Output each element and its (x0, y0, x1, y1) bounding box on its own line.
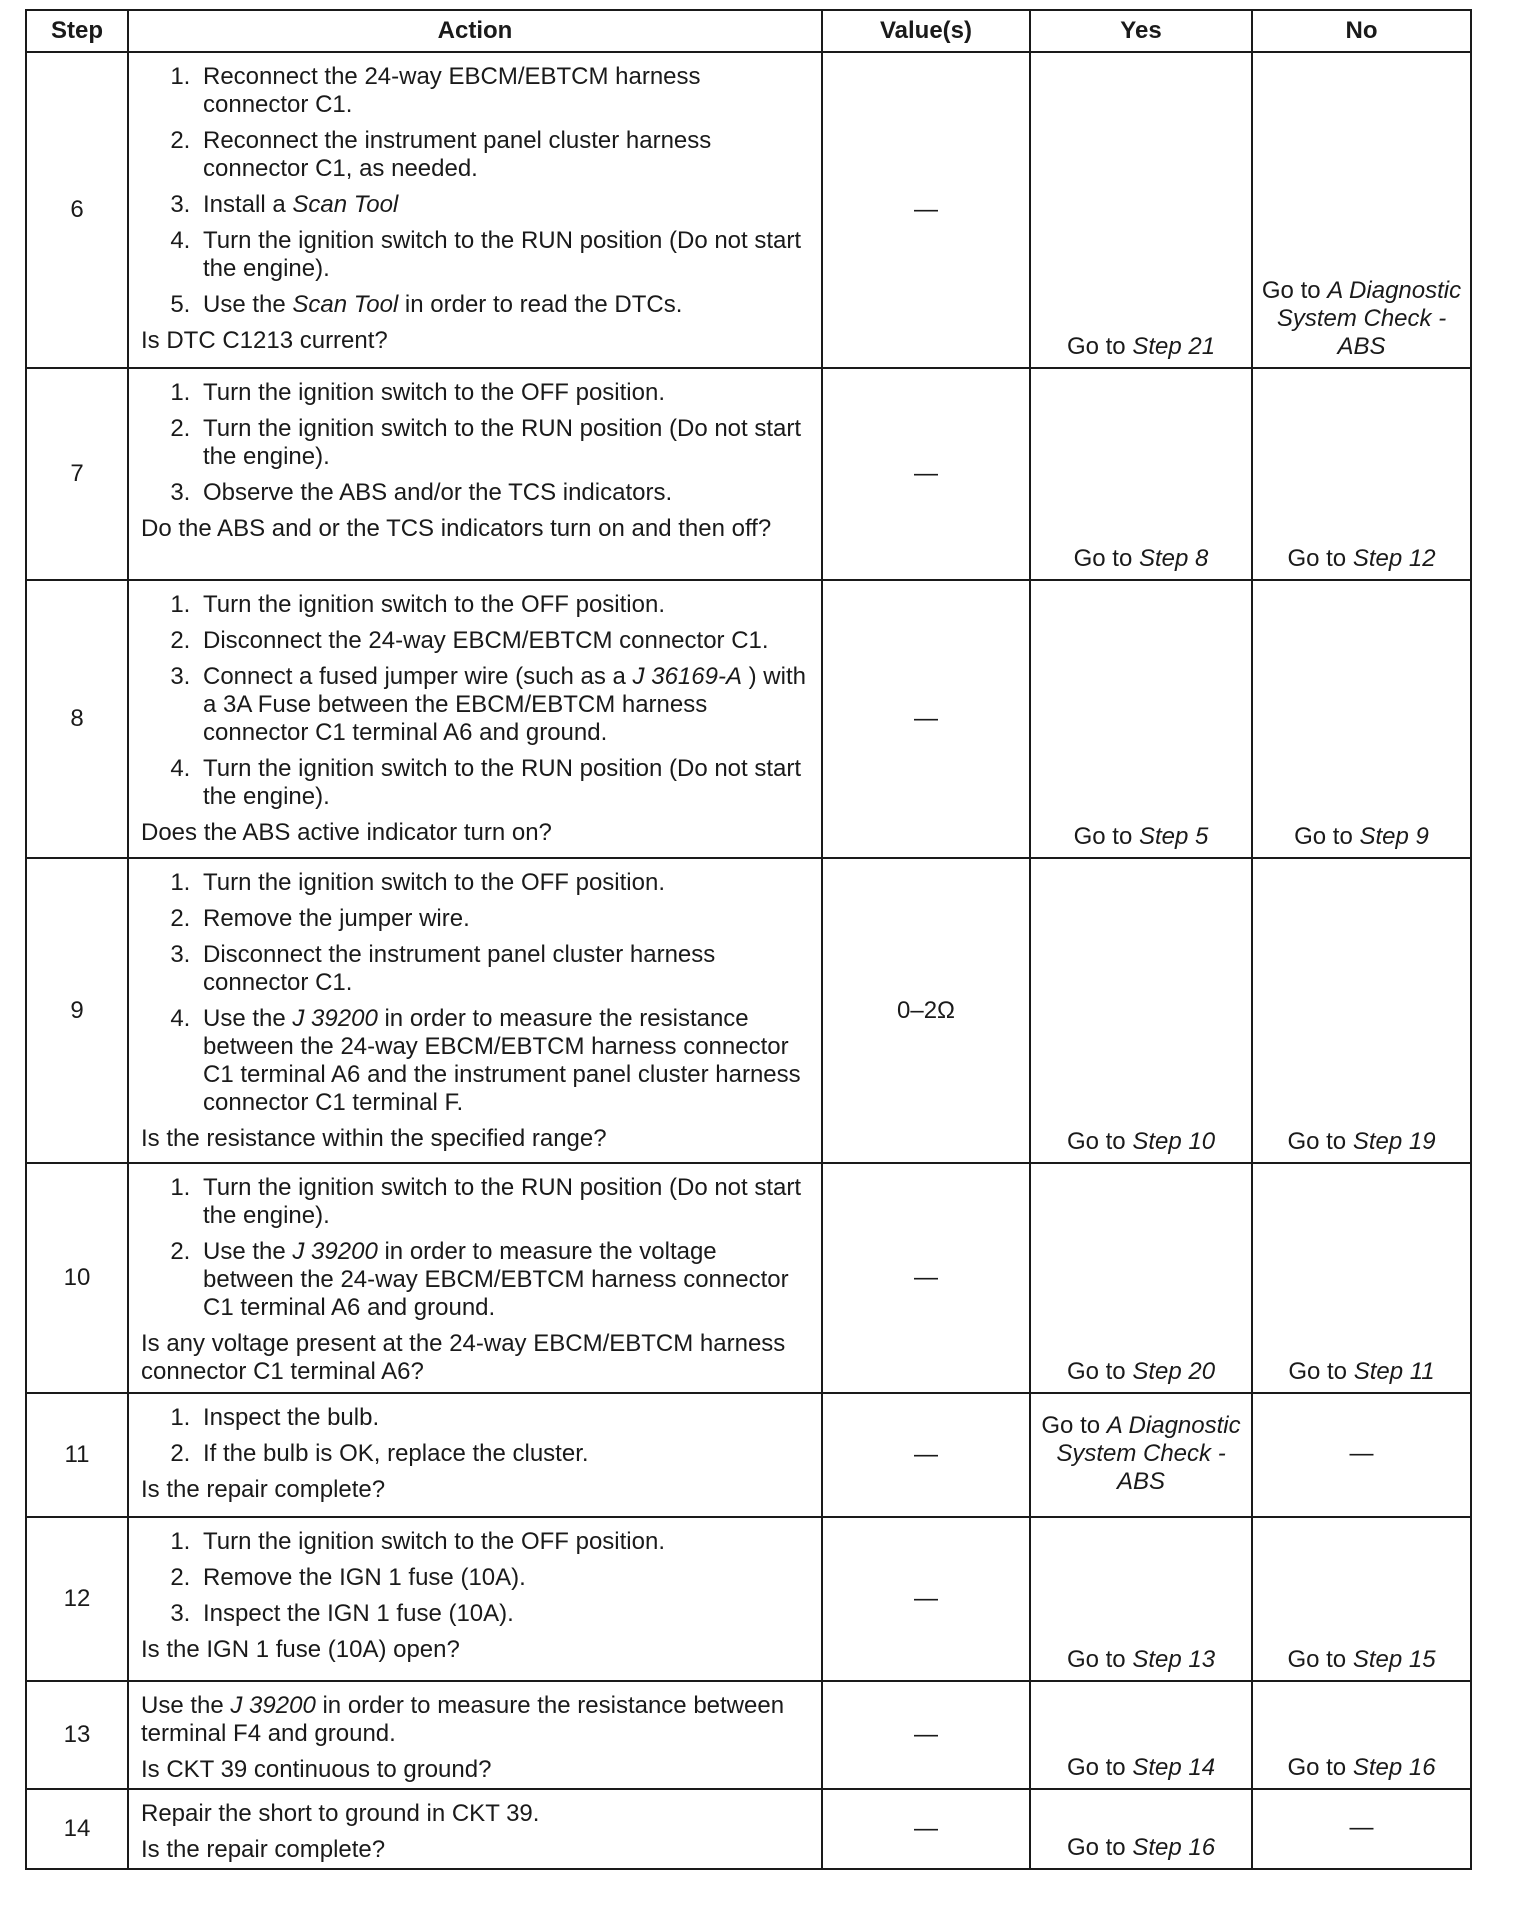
action-step (197, 479, 811, 507)
no-result-text: — (1349, 1814, 1374, 1841)
action-step-text: Use the (203, 1005, 293, 1032)
table-row (26, 858, 1471, 1163)
action-step (197, 1600, 811, 1628)
action-step-text-after: in order to measure the resistance between the 24-way EBCM/EBTCM harness connector C1 terminal A6 and the instrument panel cluster harness connector C1 terminal F. (203, 1005, 801, 1116)
action-step-text: Turn the ignition switch to the RUN position (Do not start the engine). (203, 1174, 802, 1229)
no-cell (1252, 1393, 1471, 1517)
no-cell (1252, 1681, 1471, 1789)
step-number: 13 (26, 1681, 128, 1789)
table-row (26, 1393, 1471, 1517)
value-cell: 0–2Ω (822, 858, 1030, 1163)
table-body (26, 52, 1471, 1869)
action-question: Is the repair complete? (141, 1476, 386, 1503)
action-step (197, 191, 811, 219)
action-step-emphasis: J 39200 (292, 1005, 378, 1032)
action-cell (128, 858, 822, 1163)
value-cell: — (822, 368, 1030, 580)
action-cell (128, 1681, 822, 1789)
no-cell (1252, 858, 1471, 1163)
action-step-text: If the bulb is OK, replace the cluster. (203, 1440, 589, 1467)
action-step-text: Turn the ignition switch to the OFF position. (203, 1528, 665, 1555)
action-question: Do the ABS and or the TCS indicators turn on and then off? (141, 515, 772, 542)
action-step (197, 591, 811, 619)
yes-result-emphasis: A Diagnostic System Check - ABS (1056, 1412, 1241, 1495)
value-cell: — (822, 1681, 1030, 1789)
yes-cell (1030, 1789, 1252, 1869)
action-step (197, 379, 811, 407)
yes-result-emphasis: Step 5 (1138, 823, 1209, 850)
yes-result-emphasis: Step 16 (1132, 1834, 1216, 1861)
action-step-emphasis: Scan Tool (292, 191, 399, 218)
action-step-text: Use the (203, 291, 293, 318)
action-instruction (141, 1692, 811, 1748)
step-number: 9 (26, 858, 128, 1163)
action-step-text: Turn the ignition switch to the RUN position (Do not start the engine). (203, 227, 802, 282)
yes-result-text: Go to (1073, 823, 1139, 850)
yes-cell (1030, 368, 1252, 580)
yes-cell (1030, 858, 1252, 1163)
yes-result-emphasis: Step 10 (1132, 1128, 1216, 1155)
yes-result-text: Go to (1066, 333, 1133, 360)
no-result-text: Go to (1287, 1646, 1353, 1673)
no-result-text: Go to (1294, 823, 1360, 850)
action-step-text-after: in order to measure the voltage between the 24-way EBCM/EBTCM harness connector C1 terminal A6 and ground. (203, 1238, 789, 1321)
action-step-text: Reconnect the instrument panel cluster harness connector C1, as needed. (203, 127, 712, 182)
action-step-text: Turn the ignition switch to the RUN position (Do not start the engine). (203, 755, 802, 810)
step-number: 12 (26, 1517, 128, 1681)
no-result-emphasis: Step 11 (1353, 1358, 1435, 1385)
table-row (26, 1789, 1471, 1869)
no-result-emphasis: Step 15 (1352, 1646, 1436, 1673)
yes-result-text: Go to (1066, 1358, 1133, 1385)
no-result-text: — (1349, 1440, 1374, 1467)
table-row (26, 1163, 1471, 1393)
yes-result-text: Go to (1066, 1754, 1133, 1781)
action-step-emphasis: J 36169-A (632, 663, 742, 690)
value-cell: — (822, 580, 1030, 858)
action-step (197, 1005, 811, 1117)
action-step (197, 127, 811, 183)
action-steps-list (141, 591, 811, 811)
step-number: 11 (26, 1393, 128, 1517)
action-instruction-text-after: in order to measure the resistance between terminal F4 and ground. (141, 1692, 785, 1747)
no-result-emphasis: Step 16 (1352, 1754, 1436, 1781)
action-cell (128, 1789, 822, 1869)
header-no: No (1252, 10, 1471, 52)
yes-cell (1030, 1163, 1252, 1393)
header-yes: Yes (1030, 10, 1252, 52)
yes-cell (1030, 1681, 1252, 1789)
action-instruction-emphasis: J 39200 (230, 1692, 316, 1719)
action-question: Does the ABS active indicator turn on? (141, 819, 552, 846)
action-question: Is DTC C1213 current? (141, 327, 388, 354)
action-step-text: Install a (203, 191, 293, 218)
table-row (26, 1517, 1471, 1681)
value-cell: — (822, 1163, 1030, 1393)
action-question: Is the repair complete? (141, 1836, 386, 1863)
action-step (197, 905, 811, 933)
yes-cell (1030, 1517, 1252, 1681)
step-number: 6 (26, 52, 128, 368)
action-instruction-text: Repair the short to ground in CKT 39. (141, 1800, 540, 1827)
action-cell (128, 368, 822, 580)
yes-cell (1030, 52, 1252, 368)
action-question: Is the resistance within the specified range? (141, 1125, 607, 1152)
action-step-text-after: in order to read the DTCs. (398, 291, 683, 318)
action-step-emphasis: J 39200 (292, 1238, 378, 1265)
action-step (197, 1404, 811, 1432)
action-cell (128, 1517, 822, 1681)
action-step (197, 941, 811, 997)
action-steps-list (141, 1174, 811, 1322)
yes-cell (1030, 1393, 1252, 1517)
action-step (197, 1440, 811, 1468)
table-row (26, 1681, 1471, 1789)
action-step-text: Connect a fused jumper wire (such as a (203, 663, 633, 690)
yes-result-emphasis: Step 13 (1132, 1646, 1216, 1673)
action-step-text: Reconnect the 24-way EBCM/EBTCM harness connector C1. (203, 63, 701, 118)
action-step-text: Remove the IGN 1 fuse (10A). (203, 1564, 526, 1591)
yes-result-text: Go to (1066, 1646, 1133, 1673)
diagnostic-table (25, 9, 1472, 1870)
action-step-text: Turn the ignition switch to the RUN position (Do not start the engine). (203, 415, 802, 470)
action-step-emphasis: Scan Tool (292, 291, 399, 318)
action-steps-list (141, 869, 811, 1117)
action-cell (128, 580, 822, 858)
no-result-emphasis: Step 19 (1352, 1128, 1436, 1155)
header-action: Action (128, 10, 822, 52)
no-result-text: Go to (1288, 1358, 1354, 1385)
yes-result-emphasis: Step 21 (1132, 333, 1216, 360)
action-step-text: Remove the jumper wire. (203, 905, 470, 932)
no-cell (1252, 1517, 1471, 1681)
yes-result-text: Go to (1066, 1128, 1133, 1155)
header-step: Step (26, 10, 128, 52)
action-step-text: Inspect the IGN 1 fuse (10A). (203, 1600, 514, 1627)
action-steps-list (141, 1404, 811, 1468)
action-steps-list (141, 63, 811, 319)
action-step-text: Observe the ABS and/or the TCS indicators. (203, 479, 673, 506)
action-step (197, 1528, 811, 1556)
no-result-emphasis: Step 9 (1359, 823, 1429, 850)
action-question: Is the IGN 1 fuse (10A) open? (141, 1636, 460, 1663)
yes-result-emphasis: Step 8 (1138, 545, 1209, 572)
step-number: 10 (26, 1163, 128, 1393)
action-step (197, 869, 811, 897)
no-result-emphasis: A Diagnostic System Check - ABS (1276, 277, 1462, 360)
step-number: 8 (26, 580, 128, 858)
action-steps-list (141, 379, 811, 507)
yes-result-emphasis: Step 14 (1132, 1754, 1216, 1781)
value-cell: — (822, 52, 1030, 368)
action-step-text: Inspect the bulb. (203, 1404, 380, 1431)
table-header-row (26, 10, 1471, 52)
no-cell (1252, 1789, 1471, 1869)
yes-result-text: Go to (1073, 545, 1139, 572)
action-step (197, 627, 811, 655)
action-step (197, 663, 811, 747)
no-result-text: Go to (1287, 1128, 1353, 1155)
action-step (197, 1564, 811, 1592)
step-number: 7 (26, 368, 128, 580)
action-step-text-after: ) with a 3A Fuse between the EBCM/EBTCM harness connector C1 terminal A6 and ground. (203, 663, 806, 746)
action-cell (128, 1393, 822, 1517)
no-result-text: Go to (1287, 545, 1353, 572)
step-number: 14 (26, 1789, 128, 1869)
no-cell (1252, 52, 1471, 368)
no-result-text: Go to (1287, 1754, 1353, 1781)
action-question: Is CKT 39 continuous to ground? (141, 1756, 492, 1783)
yes-cell (1030, 580, 1252, 858)
action-step-text: Use the (203, 1238, 293, 1265)
action-question: Is any voltage present at the 24-way EBCM/EBTCM harness connector C1 terminal A6? (141, 1330, 786, 1385)
value-cell: — (822, 1789, 1030, 1869)
table-row (26, 368, 1471, 580)
no-cell (1252, 580, 1471, 858)
action-cell (128, 1163, 822, 1393)
yes-result-emphasis: Step 20 (1132, 1358, 1216, 1385)
action-step-text: Disconnect the 24-way EBCM/EBTCM connector C1. (203, 627, 769, 654)
action-cell (128, 52, 822, 368)
table-row (26, 52, 1471, 368)
action-steps-list (141, 1528, 811, 1628)
yes-result-text: Go to (1041, 1412, 1107, 1439)
value-cell: — (822, 1393, 1030, 1517)
action-step (197, 63, 811, 119)
action-step (197, 415, 811, 471)
action-instruction-text: Use the (141, 1692, 231, 1719)
action-step (197, 1174, 811, 1230)
action-instruction (141, 1800, 811, 1828)
no-result-text: Go to (1261, 277, 1328, 304)
action-step-text: Turn the ignition switch to the OFF position. (203, 591, 665, 618)
action-step-text: Turn the ignition switch to the OFF position. (203, 379, 665, 406)
table-row (26, 580, 1471, 858)
value-cell: — (822, 1517, 1030, 1681)
no-cell (1252, 1163, 1471, 1393)
action-step (197, 291, 811, 319)
no-result-emphasis: Step 12 (1352, 545, 1436, 572)
yes-result-text: Go to (1066, 1834, 1133, 1861)
action-step-text: Turn the ignition switch to the OFF position. (203, 869, 665, 896)
action-step (197, 755, 811, 811)
header-values: Value(s) (822, 10, 1030, 52)
action-step (197, 227, 811, 283)
action-step (197, 1238, 811, 1322)
no-cell (1252, 368, 1471, 580)
action-step-text: Disconnect the instrument panel cluster harness connector C1. (203, 941, 716, 996)
